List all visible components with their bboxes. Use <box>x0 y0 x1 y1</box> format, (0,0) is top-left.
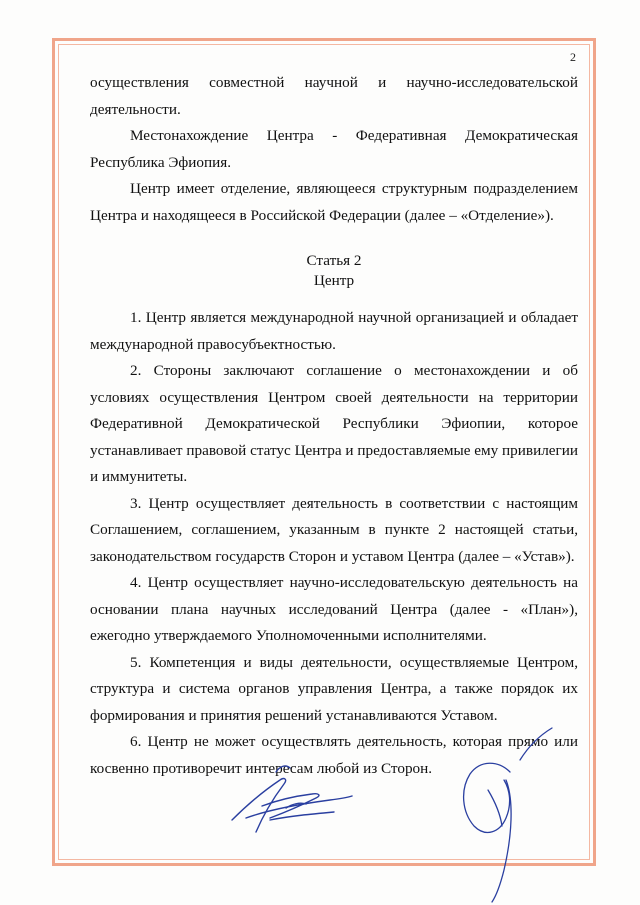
clause-6: 6. Центр не может осуществлять деятельность, которая прямо или косвенно противоречит интересам любой из Сторон. <box>90 733 578 777</box>
clause-1: 1. Центр является международной научной организацией и обладает международной правосубъектностью. <box>90 309 578 353</box>
page-number: 2 <box>570 50 576 64</box>
clause-5: 5. Компетенция и виды деятельности, осуществляемые Центром, структура и система органов управления Центра, а также порядок их формирования и принятия решений устанавливаются Уставом. <box>90 653 578 724</box>
clause-3: 3. Центр осуществляет деятельность в соответствии с настоящим Соглашением, соглашением, указанным в пункте 2 настоящей статьи, законодательством государств Сторон и уставом Центра (далее – «Устав»). <box>90 494 578 565</box>
clause-4: 4. Центр осуществляет научно-исследовательскую деятельность на основании плана научных исследований Центра (далее - «План»), ежегодно утверждаемого Уполномоченными исполнителями. <box>90 574 578 644</box>
clause-2: 2. Стороны заключают соглашение о местонахождении и об условиях осуществления Центром своей деятельности на территории Федеративной Демократической Республики Эфиопии, которое устанавливает правовой статус Центра и предоставляемые ему привилегии и иммунитеты. <box>90 362 578 485</box>
paragraph-location: Местонахождение Центра - Федеративная Демократическая Республика Эфиопия. <box>90 127 578 171</box>
paragraph-text: осуществления совместной научной и научно-исследовательской деятельности. <box>90 74 578 118</box>
document-body <box>90 70 578 782</box>
article-number: Статья 2 <box>306 252 362 269</box>
paragraph-branch: Центр имеет отделение, являющееся структурным подразделением Центра и находящееся в Российской Федерации (далее – «Отделение»). <box>90 180 578 224</box>
paragraph-continuation <box>90 70 578 123</box>
article-heading <box>90 251 578 291</box>
article-title: Центр <box>313 272 355 289</box>
